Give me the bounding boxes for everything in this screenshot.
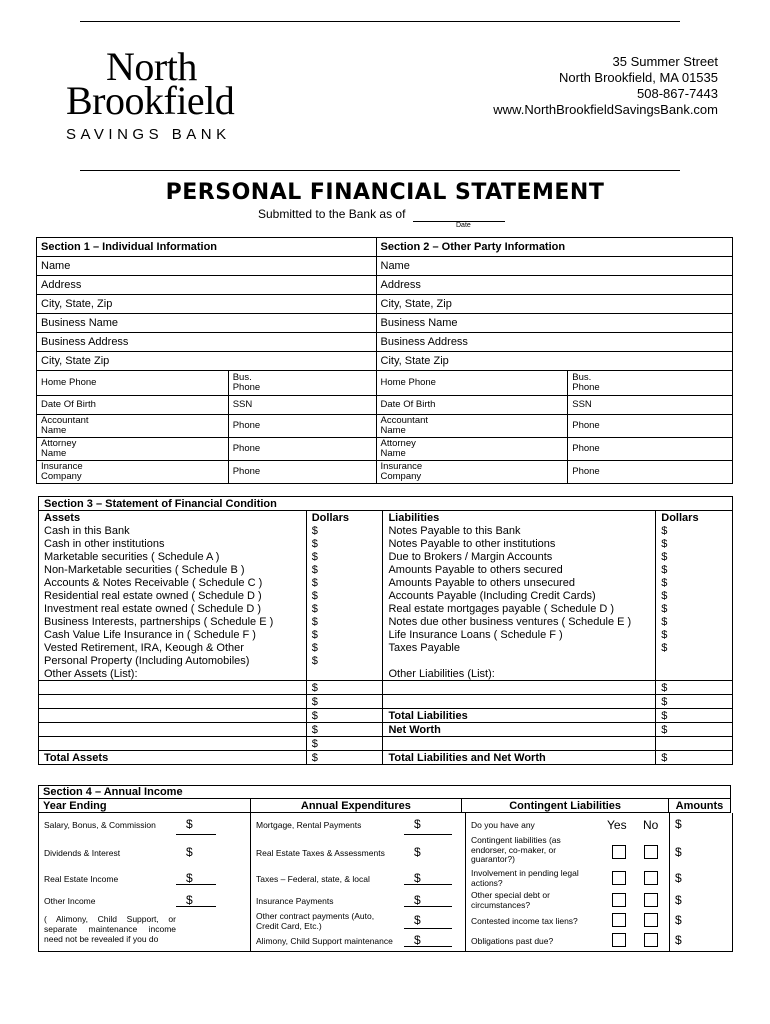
bus-phone-label: Bus. Phone bbox=[232, 372, 261, 393]
asset-row-label: Investment real estate owned ( Schedule D ) bbox=[39, 602, 307, 615]
total-liab-nw-amount[interactable]: $ bbox=[656, 751, 733, 765]
section4-title: Section 4 – Annual Income bbox=[39, 786, 731, 799]
liability-row-label: Accounts Payable (Including Credit Cards) bbox=[383, 589, 656, 602]
other-attorney-field[interactable] bbox=[376, 438, 568, 461]
other-liability-line[interactable] bbox=[383, 681, 656, 695]
accountant-phone-field[interactable]: Phone bbox=[228, 415, 376, 438]
cont-legal-no-checkbox[interactable] bbox=[644, 871, 658, 885]
cont-past-due-amount[interactable]: $ bbox=[675, 933, 682, 947]
insurance-label: Insurance Company bbox=[41, 461, 83, 482]
cont-tax-amount[interactable]: $ bbox=[675, 913, 682, 927]
other-asset-amount[interactable]: $ bbox=[306, 681, 383, 695]
exp-alimony[interactable]: Alimony, Child Support maintenance bbox=[256, 936, 393, 946]
other-insurance-field[interactable] bbox=[376, 461, 568, 484]
cont-question: Do you have any bbox=[471, 820, 535, 830]
exp-taxes-amount[interactable]: $ bbox=[414, 871, 421, 885]
business-city-field[interactable]: City, State Zip bbox=[37, 352, 377, 371]
liability-row-label: Notes Payable to this Bank bbox=[383, 524, 656, 537]
income-dividends-amount[interactable]: $ bbox=[186, 845, 193, 859]
no-label: No bbox=[643, 818, 659, 832]
cont-past-due-no-checkbox[interactable] bbox=[644, 933, 658, 947]
bank-address bbox=[493, 54, 718, 118]
liabilities-dollars-header: Dollars bbox=[656, 511, 733, 525]
other-business-name-field[interactable]: Business Name bbox=[376, 314, 733, 333]
other-business-city-field[interactable]: City, State Zip bbox=[376, 352, 733, 371]
other-liability-amount[interactable]: $ bbox=[656, 695, 733, 709]
other-business-address-field[interactable]: Business Address bbox=[376, 333, 733, 352]
income-real-estate[interactable]: Real Estate Income bbox=[44, 874, 119, 884]
exp-line bbox=[404, 946, 452, 947]
liability-amount[interactable]: $ bbox=[656, 589, 733, 602]
attorney-phone-field[interactable]: Phone bbox=[228, 438, 376, 461]
liability-row-label: Amounts Payable to others unsecured bbox=[383, 576, 656, 589]
cont-liabilities-amount[interactable]: $ bbox=[675, 845, 682, 859]
other-liabilities-label: Other Liabilities (List): bbox=[383, 667, 656, 681]
dob-field[interactable]: Date Of Birth bbox=[37, 396, 229, 415]
liabilities-header: Liabilities bbox=[383, 511, 656, 525]
date-field[interactable] bbox=[413, 207, 505, 222]
cont-amount[interactable]: $ bbox=[675, 817, 682, 831]
income-line bbox=[176, 834, 216, 835]
asset-row-label: Residential real estate owned ( Schedule D ) bbox=[39, 589, 307, 602]
other-insurance-phone-field[interactable]: Phone bbox=[568, 461, 733, 484]
business-name-field[interactable]: Business Name bbox=[37, 314, 377, 333]
other-dob-field[interactable]: Date Of Birth bbox=[376, 396, 568, 415]
exp-insurance[interactable]: Insurance Payments bbox=[256, 896, 334, 906]
logo-line-north: North bbox=[106, 44, 197, 89]
other-asset-line[interactable] bbox=[39, 681, 307, 695]
asset-amount[interactable]: $ bbox=[306, 628, 383, 641]
asset-row-label: Non-Marketable securities ( Schedule B ) bbox=[39, 563, 307, 576]
liability-amount[interactable]: $ bbox=[656, 563, 733, 576]
cont-special-amount[interactable]: $ bbox=[675, 893, 682, 907]
attorney-label: Attorney Name bbox=[41, 438, 77, 459]
annual-income-table bbox=[38, 785, 731, 813]
cont-tax-yes-checkbox[interactable] bbox=[612, 913, 626, 927]
other-asset-amount[interactable]: $ bbox=[306, 737, 383, 751]
asset-row-label: Marketable securities ( Schedule A ) bbox=[39, 550, 307, 563]
other-address-field[interactable]: Address bbox=[376, 276, 733, 295]
amounts-header: Amounts bbox=[668, 799, 730, 813]
liability-amount[interactable]: $ bbox=[656, 550, 733, 563]
asset-row-label: Business Interests, partnerships ( Schedule E ) bbox=[39, 615, 307, 628]
income-other-amount[interactable]: $ bbox=[186, 893, 193, 907]
cont-legal-amount[interactable]: $ bbox=[675, 871, 682, 885]
exp-re-taxes-amount[interactable]: $ bbox=[414, 845, 421, 859]
asset-row-label: Cash in other institutions bbox=[39, 537, 307, 550]
financial-condition-table bbox=[38, 496, 733, 765]
other-insurance-label: Insurance Company bbox=[380, 461, 423, 482]
liability-row-label: Life Insurance Loans ( Schedule F ) bbox=[383, 628, 656, 641]
liability-row-label: Amounts Payable to others secured bbox=[383, 563, 656, 576]
other-asset-line[interactable] bbox=[39, 709, 307, 723]
cont-special: Other special debt or circumstances? bbox=[471, 890, 550, 910]
year-ending-header: Year Ending bbox=[39, 799, 251, 813]
liability-amount[interactable]: $ bbox=[656, 628, 733, 641]
exp-mortgage[interactable]: Mortgage, Rental Payments bbox=[256, 820, 362, 830]
assets-dollars-header: Dollars bbox=[306, 511, 383, 525]
other-liability-amount[interactable]: $ bbox=[656, 681, 733, 695]
address-street: 35 Summer Street bbox=[612, 54, 718, 69]
address-phone: 508-867-7443 bbox=[637, 86, 718, 101]
accountant-field[interactable] bbox=[37, 415, 229, 438]
liability-amount[interactable]: $ bbox=[656, 524, 733, 537]
liability-amount[interactable]: $ bbox=[656, 615, 733, 628]
income-line bbox=[176, 884, 216, 885]
liability-amount[interactable]: $ bbox=[656, 576, 733, 589]
divider bbox=[250, 813, 251, 951]
liability-row-label: Taxes Payable bbox=[383, 641, 656, 654]
asset-row-label: Cash in this Bank bbox=[39, 524, 307, 537]
asset-row-label: Accounts & Notes Receivable ( Schedule C ) bbox=[39, 576, 307, 589]
page-title: PERSONAL FINANCIAL STATEMENT bbox=[165, 180, 605, 205]
logo-line-savings-bank: SAVINGS BANK bbox=[66, 126, 231, 143]
other-attorney-phone-field[interactable]: Phone bbox=[568, 438, 733, 461]
other-bus-phone-field[interactable] bbox=[568, 371, 733, 396]
cont-legal-yes-checkbox[interactable] bbox=[612, 871, 626, 885]
exp-insurance-amount[interactable]: $ bbox=[414, 893, 421, 907]
other-accountant-field[interactable] bbox=[376, 415, 568, 438]
cont-tax-no-checkbox[interactable] bbox=[644, 913, 658, 927]
accountant-label: Accountant Name bbox=[41, 415, 89, 436]
other-asset-line[interactable] bbox=[39, 737, 307, 751]
cont-tax-liens: Contested income tax liens? bbox=[471, 916, 578, 926]
income-line bbox=[176, 906, 216, 907]
total-liabilities-amount[interactable]: $ bbox=[656, 709, 733, 723]
exp-line bbox=[404, 884, 452, 885]
attorney-field[interactable] bbox=[37, 438, 229, 461]
annual-expenditures-header: Annual Expenditures bbox=[250, 799, 462, 813]
income-salary-amount[interactable]: $ bbox=[186, 817, 193, 831]
liability-row-label: Due to Brokers / Margin Accounts bbox=[383, 550, 656, 563]
section2-title: Section 2 – Other Party Information bbox=[376, 238, 733, 257]
other-assets-label: Other Assets (List): bbox=[39, 667, 307, 681]
divider bbox=[669, 813, 670, 951]
exp-contract[interactable]: Other contract payments (Auto, Credit Card, Etc.) bbox=[256, 911, 375, 931]
personal-property-amount[interactable]: $ bbox=[306, 654, 383, 667]
exp-re-taxes[interactable]: Real Estate Taxes & Assessments bbox=[256, 848, 385, 858]
header-bottom-rule bbox=[80, 170, 680, 171]
section3-title: Section 3 – Statement of Financial Condition bbox=[39, 497, 733, 511]
divider bbox=[465, 813, 466, 951]
asset-amount[interactable]: $ bbox=[306, 641, 383, 654]
liability-amount[interactable]: $ bbox=[656, 602, 733, 615]
asset-amount[interactable]: $ bbox=[306, 537, 383, 550]
asset-amount[interactable]: $ bbox=[306, 589, 383, 602]
exp-taxes[interactable]: Taxes – Federal, state, & local bbox=[256, 874, 370, 884]
top-rule bbox=[80, 21, 680, 22]
submitted-line bbox=[258, 207, 505, 222]
section1-title: Section 1 – Individual Information bbox=[37, 238, 377, 257]
ssn-field[interactable]: SSN bbox=[228, 396, 376, 415]
net-worth-label: Net Worth bbox=[383, 723, 656, 737]
cont-special-no-checkbox[interactable] bbox=[644, 893, 658, 907]
asset-row-label: Vested Retirement, IRA, Keough & Other bbox=[39, 641, 307, 654]
total-liabilities-label: Total Liabilities bbox=[383, 709, 656, 723]
date-caption: Date bbox=[456, 222, 471, 229]
info-table bbox=[36, 237, 733, 484]
asset-amount[interactable]: $ bbox=[306, 563, 383, 576]
liability-amount[interactable]: $ bbox=[656, 641, 733, 654]
total-assets-label: Total Assets bbox=[39, 751, 307, 765]
cont-liabilities-yes-checkbox[interactable] bbox=[612, 845, 626, 859]
exp-line bbox=[404, 834, 452, 835]
other-ssn-field[interactable]: SSN bbox=[568, 396, 733, 415]
income-note: ( Alimony, Child Support, or separate maintenance income need not be revealed if you do bbox=[44, 914, 176, 944]
income-salary[interactable]: Salary, Bonus, & Commission bbox=[44, 820, 156, 830]
income-dividends[interactable]: Dividends & Interest bbox=[44, 848, 121, 858]
exp-line bbox=[404, 928, 452, 929]
other-asset-amount[interactable]: $ bbox=[306, 709, 383, 723]
other-attorney-label: Attorney Name bbox=[380, 438, 416, 459]
cont-liabilities-no-checkbox[interactable] bbox=[644, 845, 658, 859]
asset-amount[interactable]: $ bbox=[306, 576, 383, 589]
other-city-field[interactable]: City, State, Zip bbox=[376, 295, 733, 314]
asset-amount[interactable]: $ bbox=[306, 550, 383, 563]
asset-amount[interactable]: $ bbox=[306, 615, 383, 628]
exp-contract-amount[interactable]: $ bbox=[414, 913, 421, 927]
contingent-liabilities-header: Contingent Liabilities bbox=[462, 799, 669, 813]
asset-row-label: Cash Value Life Insurance in ( Schedule F ) bbox=[39, 628, 307, 641]
assets-header: Assets bbox=[39, 511, 307, 525]
exp-mortgage-amount[interactable]: $ bbox=[414, 817, 421, 831]
other-name-field[interactable]: Name bbox=[376, 257, 733, 276]
other-asset-line[interactable] bbox=[39, 695, 307, 709]
asset-amount[interactable]: $ bbox=[306, 524, 383, 537]
yes-label: Yes bbox=[607, 818, 627, 832]
address-field[interactable]: Address bbox=[37, 276, 377, 295]
home-phone-field[interactable]: Home Phone bbox=[37, 371, 229, 396]
other-asset-amount[interactable]: $ bbox=[306, 695, 383, 709]
name-field[interactable]: Name bbox=[37, 257, 377, 276]
personal-property-label: Personal Property (Including Automobiles) bbox=[39, 654, 307, 667]
insurance-phone-field[interactable]: Phone bbox=[228, 461, 376, 484]
bus-phone-field[interactable] bbox=[228, 371, 376, 396]
other-home-phone-field[interactable]: Home Phone bbox=[376, 371, 568, 396]
other-bus-phone-label: Bus. Phone bbox=[572, 372, 600, 393]
other-asset-line[interactable] bbox=[39, 723, 307, 737]
other-accountant-label: Accountant Name bbox=[380, 415, 429, 436]
other-accountant-phone-field[interactable]: Phone bbox=[568, 415, 733, 438]
cont-past-due: Obligations past due? bbox=[471, 936, 554, 946]
city-field[interactable]: City, State, Zip bbox=[37, 295, 377, 314]
income-other[interactable]: Other Income bbox=[44, 896, 96, 906]
insurance-field[interactable] bbox=[37, 461, 229, 484]
total-assets-amount[interactable]: $ bbox=[306, 751, 383, 765]
other-liability-line[interactable] bbox=[383, 695, 656, 709]
exp-line bbox=[404, 906, 452, 907]
address-web[interactable]: www.NorthBrookfieldSavingsBank.com bbox=[493, 102, 718, 117]
liability-row-label: Real estate mortgages payable ( Schedule D ) bbox=[383, 602, 656, 615]
submitted-label: Submitted to the Bank as of bbox=[258, 207, 406, 221]
asset-amount[interactable]: $ bbox=[306, 602, 383, 615]
income-real-estate-amount[interactable]: $ bbox=[186, 871, 193, 885]
exp-alimony-amount[interactable]: $ bbox=[414, 933, 421, 947]
cont-past-due-yes-checkbox[interactable] bbox=[612, 933, 626, 947]
liability-amount[interactable]: $ bbox=[656, 537, 733, 550]
total-liab-nw-label: Total Liabilities and Net Worth bbox=[383, 751, 656, 765]
logo-line-brookfield: Brookfield bbox=[66, 78, 235, 123]
liability-row-label: Notes Payable to other institutions bbox=[383, 537, 656, 550]
other-asset-amount[interactable]: $ bbox=[306, 723, 383, 737]
net-worth-amount[interactable]: $ bbox=[656, 723, 733, 737]
cont-liabilities: Contingent liabilities (as endorser, co-maker, or guarantor?) bbox=[471, 835, 561, 864]
business-address-field[interactable]: Business Address bbox=[37, 333, 377, 352]
liability-row-label: Notes due other business ventures ( Schedule E ) bbox=[383, 615, 656, 628]
cont-special-yes-checkbox[interactable] bbox=[612, 893, 626, 907]
bank-logo bbox=[66, 44, 235, 143]
cont-legal: Involvement in pending legal actions? bbox=[471, 868, 579, 888]
address-city: North Brookfield, MA 01535 bbox=[559, 70, 718, 85]
